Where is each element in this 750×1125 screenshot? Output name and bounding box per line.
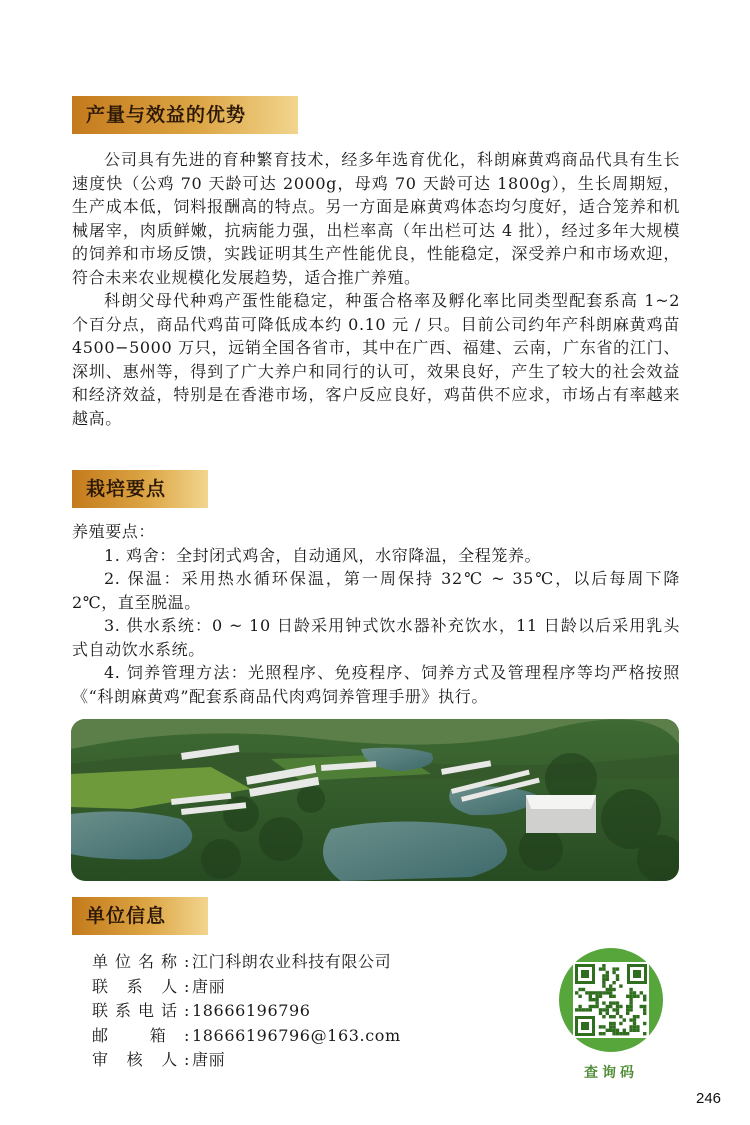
phone-value: 18666196796 <box>192 1001 311 1020</box>
cultivation-item: 2. 保温：采用热水循环保温，第一周保持 32℃ ~ 35℃，以后每周下降 2℃，直至脱温。 <box>72 569 680 612</box>
cultivation-item: 1. 鸡舍：全封闭式鸡舍，自动通风，水帘降温，全程笼养。 <box>104 545 542 565</box>
cultivation-intro: 养殖要点： <box>72 522 156 541</box>
reviewer-label: 审 核 人: <box>92 1050 190 1069</box>
section-title-advantage: 产量与效益的优势 <box>72 96 298 134</box>
farm-aerial-photo <box>71 719 679 881</box>
section-title-cultivation: 栽培要点 <box>72 470 208 508</box>
email-label: 邮 箱: <box>92 1025 190 1045</box>
contact-row <box>92 975 401 1000</box>
qr-caption: 查询码 <box>584 1065 638 1081</box>
reviewer-value: 唐丽 <box>192 1050 226 1069</box>
unit-name-row <box>92 950 401 975</box>
contact-label: 联 系 人: <box>92 976 190 996</box>
advantage-paragraph-2: 科朗父母代种鸡产蛋性能稳定，种蛋合格率及孵化率比同类型配套系高 1~2 个百分点，商品代鸡苗可降低成本约 0.10 元 / 只。目前公司约年产科朗麻黄鸡苗 4500−5000 万只，远销全国各省市，其中在广西、福建、云南，广东省的江门、深圳、惠州等，得到了广大养户和同行的认可，效果良好，产生了较大的社会效益和经济效益，特别是在香港市场，客户反应良好，鸡苗供不应求，市场占有率越来越高。 <box>72 291 680 428</box>
phone-label: 联系电话: <box>92 1001 190 1020</box>
reviewer-row <box>92 1048 401 1073</box>
advantage-text <box>72 148 680 430</box>
advantage-paragraph-1: 公司具有先进的育种繁育技术，经多年选育优化，科朗麻黄鸡商品代具有生长速度快（公鸡 70 天龄可达 2000g，母鸡 70 天龄可达 1800g），生长周期短，生产成本低，饲料报酬高的特点。另一方面是麻黄鸡体态均匀度好，适合笼养和机械屠宰，肉质鲜嫩，抗病能力强，出栏率高（年出栏可达 4 批），经过多年大规模的饲养和市场反馈，实践证明其生产性能优良，性能稳定，深受养户和市场欢迎，符合未来农业规模化发展趋势，适合推广养殖。 <box>72 150 680 287</box>
unit-name-value: 江门科朗农业科技有限公司 <box>192 952 392 971</box>
qr-code-icon <box>559 948 663 1052</box>
section-title-unit-info: 单位信息 <box>72 897 208 935</box>
cultivation-text <box>72 520 680 708</box>
unit-name-label: 单位名称: <box>92 952 190 971</box>
unit-info-list <box>92 950 401 1073</box>
email-row <box>92 1024 401 1049</box>
page-number: 246 <box>696 1090 722 1107</box>
qr-code-badge <box>559 948 663 1052</box>
cultivation-item: 3. 供水系统：0 ~ 10 日龄采用钟式饮水器补充饮水，11 日龄以后采用乳头式自动饮水系统。 <box>72 616 680 659</box>
cultivation-item: 4. 饲养管理方法：光照程序、免疫程序、饲养方式及管理程序等均严格按照《“科朗麻黄鸡”配套系商品代肉鸡饲养管理手册》执行。 <box>72 663 680 706</box>
contact-value: 唐丽 <box>192 976 226 996</box>
phone-row <box>92 999 401 1024</box>
email-value: 18666196796@163.com <box>192 1025 401 1045</box>
